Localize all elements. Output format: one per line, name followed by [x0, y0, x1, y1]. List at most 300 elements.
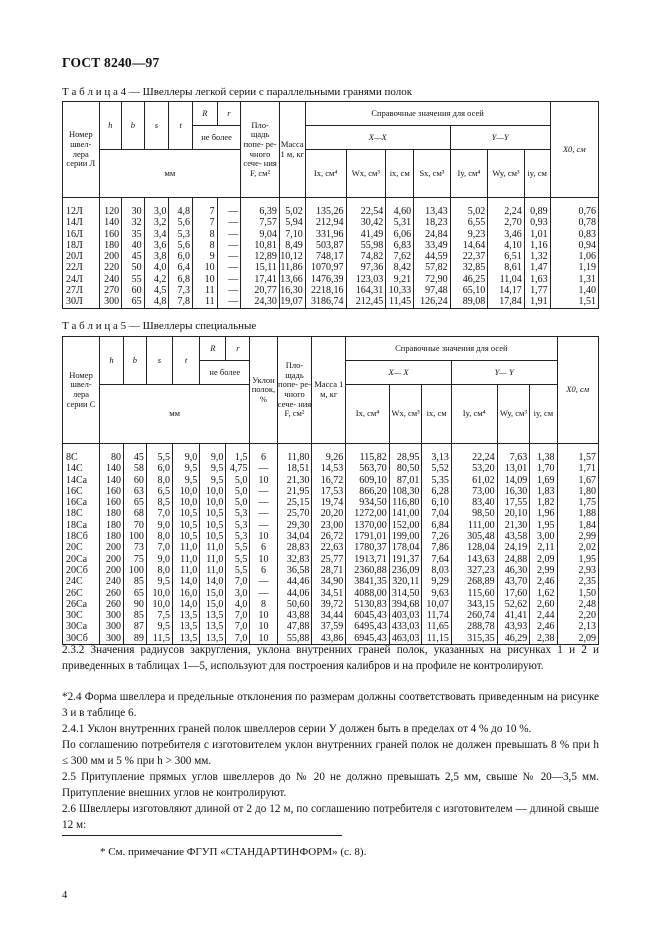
table-cell: 46,25	[450, 274, 488, 285]
table-cell: 2,60	[530, 599, 557, 610]
table-cell: 17,60	[497, 588, 530, 599]
table-cell: 20,20	[312, 508, 346, 519]
table-cell: 43,93	[497, 621, 530, 632]
table-cell: 6,4	[169, 262, 193, 273]
row-label-cell: 14Са	[63, 475, 100, 486]
table-row	[63, 444, 599, 464]
paragraph-2-6: 2.6 Швеллеры изготовляют длиной от 2 до 12 м, по соглашению потребителя с изготовителем — длиной свыше 12 м:	[62, 803, 599, 831]
t4-head-s: s	[144, 102, 169, 150]
table-cell: 1,77	[524, 285, 550, 296]
table-cell: 8,49	[279, 240, 305, 251]
table-cell: 97,48	[414, 285, 451, 296]
table-cell: 61,02	[451, 475, 497, 486]
table-cell: 305,48	[451, 531, 497, 542]
table-cell: 17,53	[312, 486, 346, 497]
table5	[62, 336, 599, 645]
table-cell: 89,08	[450, 296, 488, 308]
t5-head-mass: Масса 1 м, кг	[312, 337, 346, 444]
row-label-cell: 20С	[63, 542, 100, 553]
table-cell: 11,0	[173, 554, 200, 565]
table-row	[63, 588, 599, 599]
table-cell: 180	[99, 240, 122, 251]
table-cell: 9,26	[312, 444, 346, 464]
table-cell: 60	[122, 285, 145, 296]
table-cell: 3,8	[144, 251, 169, 262]
table-cell: 433,03	[389, 621, 422, 632]
table-cell: 331,96	[305, 229, 346, 240]
t4-head-area: Пло- щадь попе- ре- чного сече- ния F, см²	[241, 102, 280, 198]
table-cell: 41,49	[346, 229, 386, 240]
table-cell: 9,29	[422, 576, 451, 587]
table-cell: —	[217, 274, 241, 285]
table-cell: 212,94	[305, 217, 346, 228]
table-cell: 9,21	[386, 274, 414, 285]
t5-head-axis-x: X— X	[346, 361, 452, 385]
table-cell: 24,84	[414, 229, 451, 240]
table-cell: 6,10	[422, 497, 451, 508]
table-cell: 24,88	[497, 554, 530, 565]
t4-head-mass: Масса 1 м, кг	[279, 102, 305, 198]
table4-caption	[62, 86, 412, 98]
table-cell: 5,5	[226, 565, 250, 576]
table-cell: 45	[122, 251, 145, 262]
t4-head-h: h	[99, 102, 122, 150]
table-cell: 4,0	[226, 599, 250, 610]
table-cell: 200	[100, 542, 124, 553]
table-cell: 1,63	[524, 274, 550, 285]
table-cell: 1,80	[557, 486, 599, 497]
table-row	[63, 475, 599, 486]
table-cell: 563,70	[346, 463, 390, 474]
table-row	[63, 198, 599, 218]
table-cell: 23,00	[312, 520, 346, 531]
table-cell: 43,58	[497, 531, 530, 542]
table-cell: 11,5	[146, 633, 172, 645]
table-cell: 5,02	[279, 198, 305, 218]
table-cell: 39,72	[312, 599, 346, 610]
table-cell: 100	[123, 531, 146, 542]
table-cell: 343,15	[451, 599, 497, 610]
table-cell: 13,43	[414, 198, 451, 218]
paragraph-2-4-1: 2.4.1 Уклон внутренних граней полок швеллеров серии У должен быть в пределах от 4 % до 10 %.	[62, 723, 532, 735]
table-cell: 40	[122, 240, 145, 251]
table-cell: 34,44	[312, 610, 346, 621]
table-cell: 503,87	[305, 240, 346, 251]
table-cell: 9,5	[200, 463, 226, 474]
table-cell: 16,0	[173, 588, 200, 599]
table-cell: 1,5	[226, 444, 250, 464]
table-cell: 1,16	[524, 240, 550, 251]
table-cell: 11,86	[279, 262, 305, 273]
table-cell: 14,0	[173, 599, 200, 610]
table-cell: 2,70	[488, 217, 525, 228]
table-cell: 7,0	[226, 621, 250, 632]
row-label-cell: 8С	[63, 444, 100, 464]
table-cell: 2,99	[530, 565, 557, 576]
table-cell: 10	[250, 475, 277, 486]
table-cell: 32	[122, 217, 145, 228]
table-cell: 30	[122, 198, 145, 218]
table-cell: 1,01	[524, 229, 550, 240]
table-cell: 2,11	[530, 542, 557, 553]
table-cell: 5,3	[226, 508, 250, 519]
row-label-cell: 26Са	[63, 599, 100, 610]
t4-head-ix-moment: Ix, см⁴	[305, 150, 346, 198]
table-row	[63, 262, 599, 273]
table5-caption-label: Т а б л и ц а 5	[62, 320, 127, 332]
table-cell: 1,40	[550, 285, 598, 296]
table-cell: 178,04	[389, 542, 422, 553]
table-cell: 34,04	[277, 531, 312, 542]
table-cell: 140	[99, 217, 122, 228]
table-cell: 1,06	[550, 251, 598, 262]
table-cell: 240	[99, 274, 122, 285]
table-row	[63, 463, 599, 474]
table-cell: 10,0	[146, 599, 172, 610]
t5-head-wx: Wx, см³	[389, 385, 422, 444]
table-cell: 7,64	[422, 554, 451, 565]
table-cell: —	[250, 508, 277, 519]
table-cell: 11,45	[386, 296, 414, 308]
table-cell: 16,30	[279, 285, 305, 296]
table-cell: 199,00	[389, 531, 422, 542]
table-cell: —	[217, 296, 241, 308]
table-cell: 70	[123, 520, 146, 531]
table-cell: 9,23	[450, 229, 488, 240]
table-cell: 2,46	[530, 621, 557, 632]
table-cell: 1272,00	[346, 508, 390, 519]
table-cell: 6,28	[422, 486, 451, 497]
table-cell: 17,41	[241, 274, 280, 285]
paragraph-2-4: *2.4 Форма швеллера и предельные отклонения по размерам должны соответствовать приведенным на рисунке 3 и в таблице 6.	[62, 691, 599, 719]
table-cell: 9,0	[146, 520, 172, 531]
t4-head-sx: Sx, см³	[414, 150, 451, 198]
table-cell: 97,36	[346, 262, 386, 273]
table-cell: 123,03	[346, 274, 386, 285]
table-cell: 8,0	[146, 475, 172, 486]
table-cell: 5,0	[226, 475, 250, 486]
table-cell: 13,5	[200, 633, 226, 645]
t5-head-R: R	[200, 337, 226, 361]
table-cell: 128,04	[451, 542, 497, 553]
table-cell: 87	[123, 621, 146, 632]
table-cell: 1780,37	[346, 542, 390, 553]
table-cell: 1,69	[530, 475, 557, 486]
table-cell: 0,78	[550, 217, 598, 228]
row-label-cell: 20Л	[63, 251, 100, 262]
table-cell: 11,0	[200, 542, 226, 553]
table-cell: 270	[99, 285, 122, 296]
table-cell: 7,0	[226, 610, 250, 621]
table-cell: 3,6	[144, 240, 169, 251]
table-row	[63, 565, 599, 576]
table-cell: 8,03	[422, 565, 451, 576]
table-cell: 1,47	[524, 262, 550, 273]
row-label-cell: 30С	[63, 610, 100, 621]
table-cell: 6,51	[488, 251, 525, 262]
table4-caption-text: — Швеллеры легкой серии с параллельными гранями полок	[126, 86, 413, 98]
table-cell: 0,94	[550, 240, 598, 251]
table-cell: 7,0	[146, 508, 172, 519]
table-cell: 32,85	[450, 262, 488, 273]
table-cell: —	[250, 588, 277, 599]
table-cell: 135,26	[305, 198, 346, 218]
row-label-cell: 18С	[63, 508, 100, 519]
table-cell: 5,3	[169, 229, 193, 240]
table-cell: —	[217, 229, 241, 240]
table-cell: 4,8	[144, 296, 169, 308]
table-cell: 1,82	[530, 497, 557, 508]
t5-head-wy: Wy, см³	[497, 385, 530, 444]
table-cell: 140	[100, 475, 124, 486]
table-cell: 7,62	[386, 251, 414, 262]
table-cell: 6	[250, 542, 277, 553]
table-cell: 50	[122, 262, 145, 273]
table-cell: 10,07	[422, 599, 451, 610]
table-cell: 4,10	[488, 240, 525, 251]
table-cell: 1,75	[557, 497, 599, 508]
table-cell: 327,23	[451, 565, 497, 576]
table-cell: 1,50	[557, 588, 599, 599]
table-cell: 9,0	[200, 444, 226, 464]
t5-head-ix-radius: ix, см	[422, 385, 451, 444]
table-cell: 320,11	[389, 576, 422, 587]
table-cell: 126,24	[414, 296, 451, 308]
table-cell: 14,0	[173, 576, 200, 587]
table-cell: 1,84	[557, 520, 599, 531]
table-cell: 14,53	[312, 463, 346, 474]
table-cell: 11	[192, 285, 217, 296]
table-cell: 10	[250, 531, 277, 542]
table-row	[63, 497, 599, 508]
table-cell: 21,95	[277, 486, 312, 497]
table-cell: 10,0	[146, 588, 172, 599]
table-cell: 8,42	[386, 262, 414, 273]
table-cell: 6,83	[386, 240, 414, 251]
table-cell: 1,57	[557, 444, 599, 464]
row-label-cell: 12Л	[63, 198, 100, 218]
table-cell: 10,12	[279, 251, 305, 262]
table-cell: 6495,43	[346, 621, 390, 632]
table-cell: 24,19	[497, 542, 530, 553]
table-row	[63, 531, 599, 542]
table-cell: 60	[123, 475, 146, 486]
table-cell: 28,83	[277, 542, 312, 553]
table-cell: 1370,00	[346, 520, 390, 531]
paragraph-2-3-2: 2.3.2 Значения радиусов закругления, уклона внутренних граней полок, указанных на рисунках 1 и 2 и приведенных в таблицах 1—5, используют для построения калибров и на профиле не контролируют.	[62, 644, 599, 672]
table-cell: 58	[123, 463, 146, 474]
table-cell: 8	[250, 599, 277, 610]
table-cell: 1,31	[550, 274, 598, 285]
table-cell: 32,83	[277, 554, 312, 565]
table-cell: 44,06	[277, 588, 312, 599]
table-cell: 5,0	[226, 486, 250, 497]
table-cell: 24,30	[241, 296, 280, 308]
table-cell: 9,5	[173, 463, 200, 474]
table-row	[63, 285, 599, 296]
table-cell: 2360,88	[346, 565, 390, 576]
table-cell: 8,61	[488, 262, 525, 273]
table-cell: —	[217, 240, 241, 251]
table-cell: 85	[123, 576, 146, 587]
table-cell: 116,80	[389, 497, 422, 508]
row-label-cell: 24Л	[63, 274, 100, 285]
table-cell: 260,74	[451, 610, 497, 621]
table-cell: 2,93	[557, 565, 599, 576]
table-cell: 11,80	[277, 444, 312, 464]
table-cell: 63	[123, 486, 146, 497]
table-cell: 2,46	[530, 576, 557, 587]
table-cell: 45	[123, 444, 146, 464]
table-row	[63, 508, 599, 519]
t4-head-wy: Wy, см³	[488, 150, 525, 198]
t4-head-r: r	[217, 102, 241, 126]
table-cell: 6,84	[422, 520, 451, 531]
table-cell: 2,09	[530, 554, 557, 565]
t4-head-iy-radius: iy, см	[524, 150, 550, 198]
table-cell: 44,46	[277, 576, 312, 587]
table-cell: 13,66	[279, 274, 305, 285]
table-cell: 120	[99, 198, 122, 218]
table-cell: 3186,74	[305, 296, 346, 308]
row-label-cell: 16Л	[63, 229, 100, 240]
row-label-cell: 30Са	[63, 621, 100, 632]
row-label-cell: 14С	[63, 463, 100, 474]
table-cell: 1,95	[530, 520, 557, 531]
table-cell: 57,82	[414, 262, 451, 273]
table-cell: 934,50	[346, 497, 390, 508]
table-cell: 8,0	[146, 565, 172, 576]
table-cell: 50,60	[277, 599, 312, 610]
table-cell: —	[250, 576, 277, 587]
table-cell: 13,5	[173, 621, 200, 632]
table-cell: 11	[192, 296, 217, 308]
t5-head-ref: Справочные значения для осей	[346, 337, 557, 361]
table-cell: 65,10	[450, 285, 488, 296]
table-row	[63, 520, 599, 531]
table-cell: 140	[100, 463, 124, 474]
paragraph-2-5: 2.5 Притупление прямых углов швеллеров до № 20 не должно превышать 2,5 мм, свыше № 20—3,5 мм. Притупление внешних углов не контролируют.	[62, 771, 599, 799]
table-cell: 68	[123, 508, 146, 519]
table-cell: 7,04	[422, 508, 451, 519]
table-cell: 10	[250, 610, 277, 621]
table-cell: 6	[250, 444, 277, 464]
table-cell: 5,0	[226, 497, 250, 508]
table-cell: 10	[250, 621, 277, 632]
table-cell: 1791,01	[346, 531, 390, 542]
table-cell: 394,68	[389, 599, 422, 610]
table-cell: 108,30	[389, 486, 422, 497]
table-cell: 300	[100, 633, 124, 645]
table-cell: 15,0	[200, 599, 226, 610]
table-cell: 6	[250, 565, 277, 576]
t4-head-mm: мм	[99, 150, 241, 198]
table-cell: 115,82	[346, 444, 390, 464]
table-cell: 5,6	[169, 217, 193, 228]
table-cell: 1,95	[557, 554, 599, 565]
table-cell: 300	[100, 610, 124, 621]
table-cell: 463,03	[389, 633, 422, 645]
row-label-cell: 16Са	[63, 497, 100, 508]
table-cell: 9,5	[173, 475, 200, 486]
t5-head-area: Пло- щадь попе- ре- чного сече- ния F, см²	[277, 337, 312, 444]
table-cell: 1,91	[524, 296, 550, 308]
table-cell: 1913,71	[346, 554, 390, 565]
table-cell: 11,65	[422, 621, 451, 632]
table-cell: 5,5	[226, 542, 250, 553]
table-cell: 6,8	[169, 274, 193, 285]
t5-head-t: t	[173, 337, 200, 385]
table-cell: 6,0	[169, 251, 193, 262]
table-cell: 19,74	[312, 497, 346, 508]
table-cell: 240	[100, 576, 124, 587]
table5-caption	[62, 320, 256, 332]
table-row	[63, 251, 599, 262]
table-cell: 98,50	[451, 508, 497, 519]
table-cell: 0,93	[524, 217, 550, 228]
table-cell: 268,89	[451, 576, 497, 587]
table-row	[63, 621, 599, 632]
table-cell: 5,94	[279, 217, 305, 228]
table-cell: 5,52	[422, 463, 451, 474]
table4-caption-label: Т а б л и ц а 4	[62, 86, 127, 98]
table-cell: 6,06	[386, 229, 414, 240]
table-cell: 20,77	[241, 285, 280, 296]
table-cell: 11,74	[422, 610, 451, 621]
table-cell: 1,83	[530, 486, 557, 497]
table-cell: —	[250, 520, 277, 531]
page-number: 4	[62, 890, 68, 901]
table-cell: 7,0	[226, 576, 250, 587]
table-cell: 260	[100, 599, 124, 610]
table-cell: 46,30	[497, 565, 530, 576]
table-cell: 1,32	[524, 251, 550, 262]
table-cell: 28,71	[312, 565, 346, 576]
table-cell: 260	[100, 588, 124, 599]
table-cell: 1,88	[557, 508, 599, 519]
row-label-cell: 18Са	[63, 520, 100, 531]
table-cell: 3841,35	[346, 576, 390, 587]
table-cell: 5,5	[146, 444, 172, 464]
table-cell: 10,33	[386, 285, 414, 296]
table-cell: 28,95	[389, 444, 422, 464]
table-cell: —	[250, 486, 277, 497]
table5-caption-text: — Швеллеры специальные	[126, 320, 257, 332]
table-cell: 6045,43	[346, 610, 390, 621]
table-cell: 22,63	[312, 542, 346, 553]
table-cell: 44,59	[414, 251, 451, 262]
table-cell: 10,0	[173, 486, 200, 497]
table-cell: 16,72	[312, 475, 346, 486]
table-cell: 41,41	[497, 610, 530, 621]
table-cell: 22,24	[451, 444, 497, 464]
table-cell: 10	[250, 633, 277, 645]
table-cell: 5130,83	[346, 599, 390, 610]
table-cell: 5,31	[386, 217, 414, 228]
table-cell: 30,42	[346, 217, 386, 228]
table-row	[63, 217, 599, 228]
table-cell: 9,0	[173, 444, 200, 464]
paragraph-2-4-1-agreement: По соглашению потребителя с изготовителем уклон внутренних граней полок не должен превышать 8 % при h ≤ 300 мм и 5 % при h > 300 мм.	[62, 739, 599, 767]
table-cell: 73,00	[451, 486, 497, 497]
table-cell: 9,0	[146, 554, 172, 565]
table-cell: 8,5	[146, 497, 172, 508]
table-cell: 212,45	[346, 296, 386, 308]
table-cell: 15,0	[200, 588, 226, 599]
table-cell: 80	[100, 444, 124, 464]
table-cell: —	[217, 198, 241, 218]
table-cell: 22,37	[450, 251, 488, 262]
